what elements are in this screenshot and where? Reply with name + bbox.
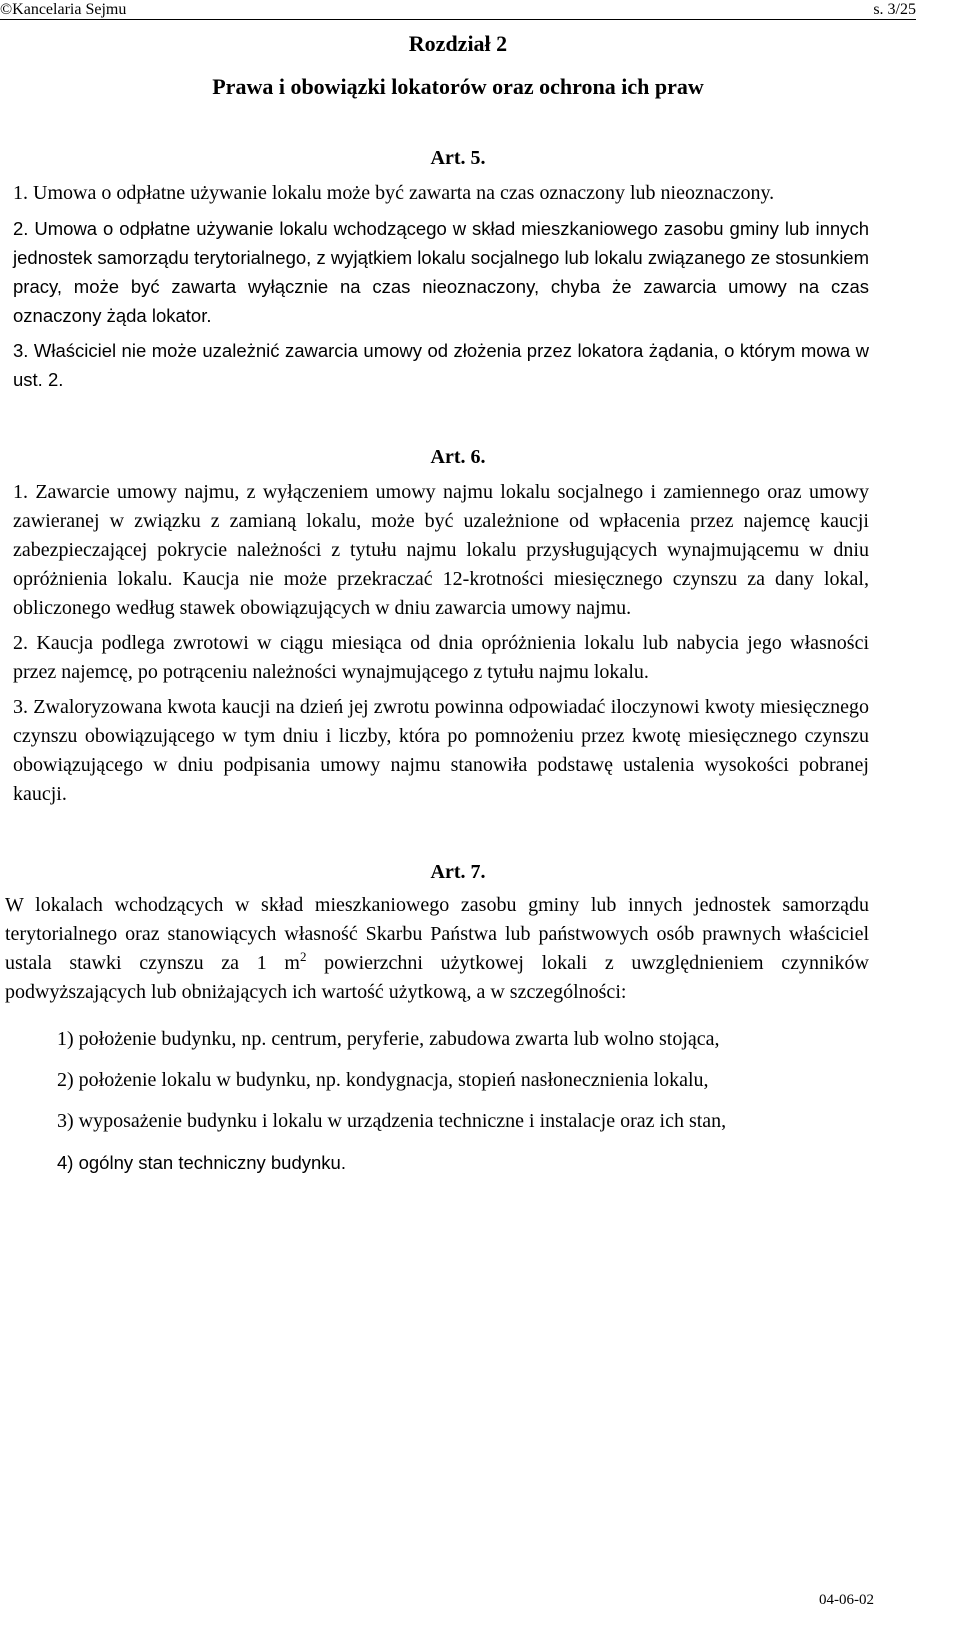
header-divider	[0, 19, 916, 20]
page-header	[0, 0, 960, 20]
article-7-heading: Art. 7.	[430, 861, 486, 883]
article-7-lead-continuation: powierzchni użytkowej lokali z uwzględnieniem czynników podwyższających lub obniżających ich wartość użytkową, a w szczególności:	[5, 952, 869, 1003]
article-5-heading: Art. 5.	[430, 147, 486, 169]
list-item: 2) położenie lokalu w budynku, np. kondygnacja, stopień nasłonecznienia lokalu,	[57, 1069, 709, 1091]
document-body	[0, 30, 960, 1177]
article-6-heading: Art. 6.	[430, 446, 486, 468]
copyright-label: ©Kancelaria Sejmu	[0, 1, 127, 18]
article-6-paragraph-1: 1. Zawarcie umowy najmu, z wyłączeniem umowy najmu lokalu socjalnego i zamiennego oraz umowy zawieranej w związku z zamianą lokalu, może być uzależnione od wpłacenia przez najemcę kaucji zabezpieczającej pokrycie należności z tytułu najmu lokalu przysługujących wynajmującemu w dniu opróżnienia lokalu. Kaucja nie może przekraczać 12-krotności miesięcznego czynszu za dany lokal, obliczonego według stawek obowiązujących w dniu zawarcia umowy najmu.	[13, 481, 869, 619]
criteria-list	[57, 1025, 869, 1177]
article-5-paragraph-1: 1. Umowa o odpłatne używanie lokalu może być zawarta na czas oznaczony lub nieoznaczony.	[13, 182, 775, 204]
chapter-title: Prawa i obowiązki lokatorów oraz ochrona ich praw	[212, 74, 704, 99]
chapter-number: Rozdział 2	[408, 31, 508, 56]
article-7-lead-text: W lokalach wchodzących w skład mieszkaniowego zasobu gminy lub innych jednostek samorządu terytorialnego oraz stanowiących własność Skarbu Państwa lub państwowych osób prawnych właściciel ustala stawki czynszu za 1 m	[5, 894, 869, 974]
article-5-paragraph-3: 3. Właściciel nie może uzależnić zawarcia umowy od złożenia przez lokatora żądania, o którym mowa w ust. 2.	[13, 340, 869, 390]
list-item: 4) ogólny stan techniczny budynku.	[57, 1152, 346, 1173]
page-number: s. 3/25	[873, 1, 916, 18]
article-7-lead	[5, 891, 869, 1007]
article-5-paragraph-2: 2. Umowa o odpłatne używanie lokalu wchodzącego w skład mieszkaniowego zasobu gminy lub innych jednostek samorządu terytorialnego, z wyjątkiem lokalu socjalnego lub lokalu związanego ze stosunkiem pracy, może być zawarta wyłącznie na czas nieoznaczony, chyba że zawarcia umowy na czas oznaczony żąda lokator.	[13, 218, 869, 326]
list-item: 3) wyposażenie budynku i lokalu w urządzenia techniczne i instalacje oraz ich stan,	[57, 1110, 727, 1132]
footer-code: 04-06-02	[819, 1592, 874, 1608]
article-6-paragraph-2: 2. Kaucja podlega zwrotowi w ciągu miesiąca od dnia opróżnienia lokalu lub nabycia jego własności przez najemcę, po potrąceniu należności wynajmującego z tytułu najmu lokalu.	[13, 632, 869, 683]
superscript-two: 2	[299, 949, 307, 964]
list-item: 1) położenie budynku, np. centrum, peryferie, zabudowa zwarta lub wolno stojąca,	[57, 1028, 720, 1050]
article-6-paragraph-3: 3. Zwaloryzowana kwota kaucji na dzień jej zwrotu powinna odpowiadać iloczynowi kwoty miesięcznego czynszu obowiązującego w tym dniu i liczby, która po pomnożeniu przez kwotę miesięcznego czynszu obowiązującego w dniu podpisania umowy najmu stanowiła podstawę ustalenia wysokości pobranej kaucji.	[13, 696, 869, 805]
